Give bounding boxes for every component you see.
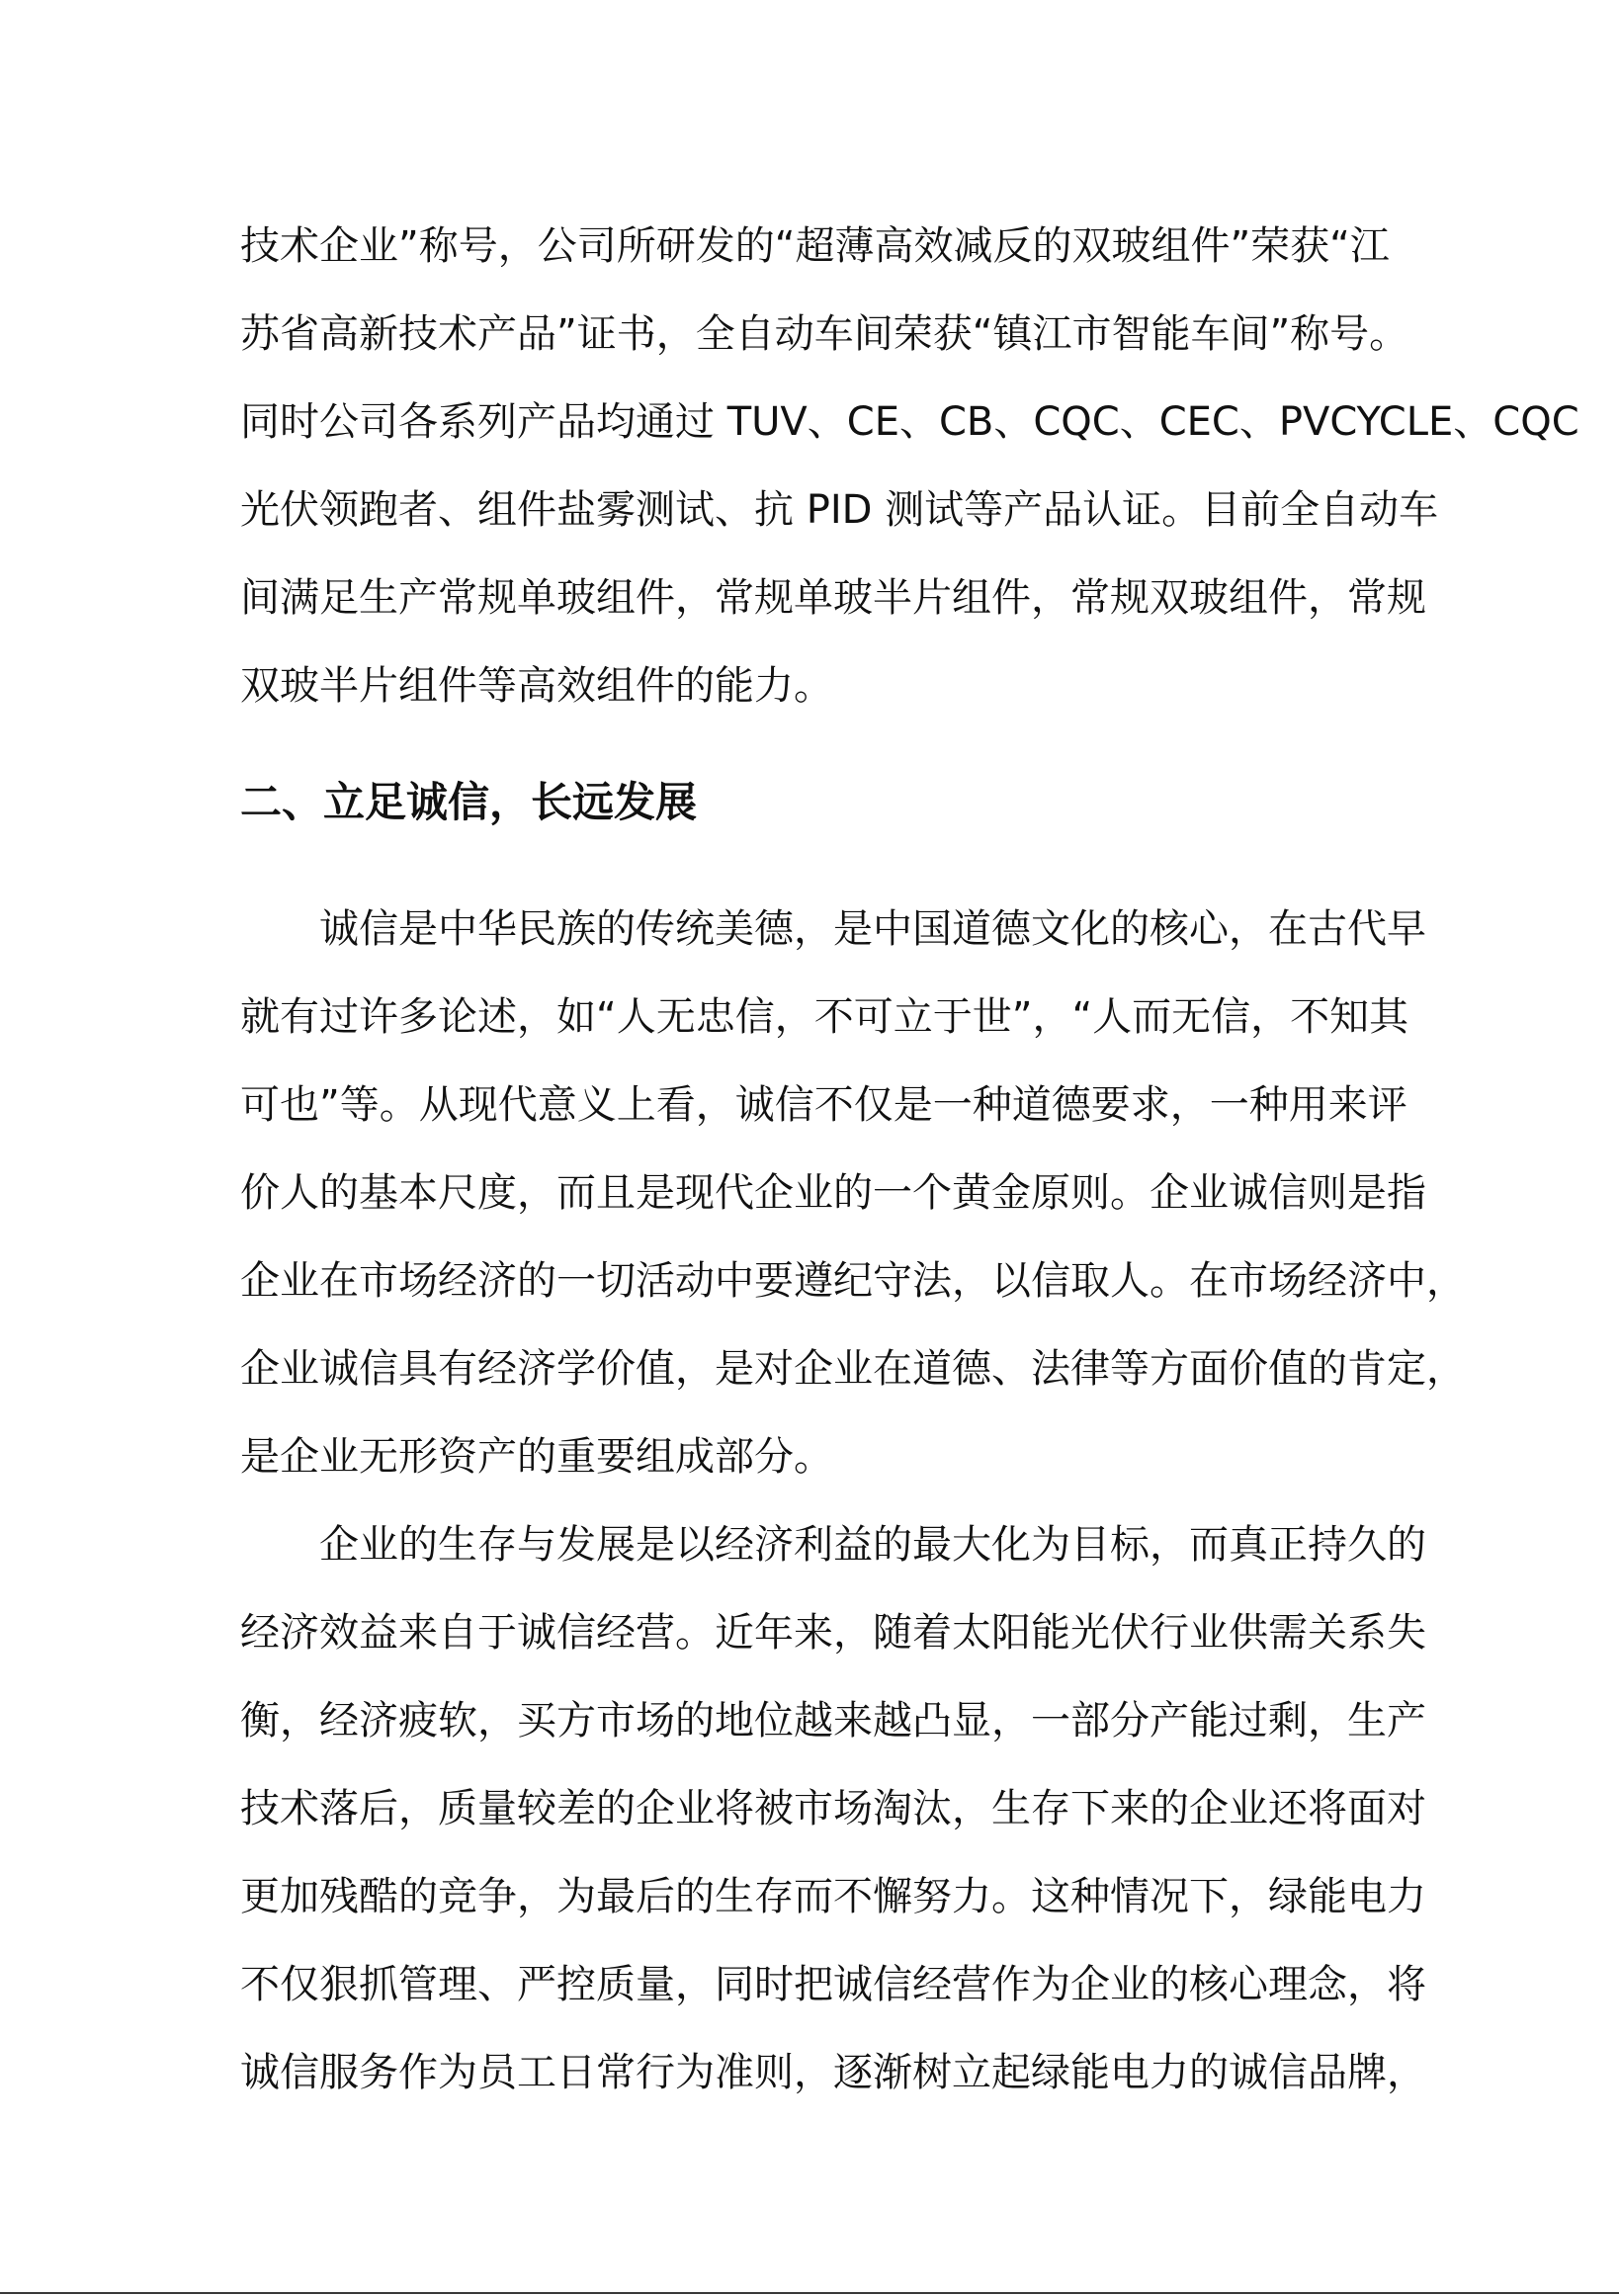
- paragraph-integrity: [240, 886, 1466, 1501]
- text-line: 更加残酷的竞争，为最后的生存而不懈努力。这种情况下，绿能电力: [240, 1874, 1426, 1919]
- text-line: 可也”等。从现代意义上看，诚信不仅是一种道德要求，一种用来评: [240, 1082, 1407, 1128]
- text-line: 光伏领跑者、组件盐雾测试、抗 PID 测试等产品认证。目前全自动车: [240, 487, 1439, 533]
- text-line: 是企业无形资产的重要组成部分。: [240, 1434, 833, 1480]
- text-line: 苏省高新技术产品”证书，全自动车间荣获“镇江市智能车间”称号。: [240, 311, 1409, 357]
- text-line: 双玻半片组件等高效组件的能力。: [240, 663, 833, 709]
- paragraph-development: [240, 1501, 1426, 2117]
- text-line: 企业的生存与发展是以经济利益的最大化为目标，而真正持久的: [319, 1522, 1426, 1568]
- section-heading: 二、立足诚信，长远发展: [240, 778, 698, 826]
- text-line: 经济效益来自于诚信经营。近年来，随着太阳能光伏行业供需关系失: [240, 1610, 1426, 1656]
- intro-paragraph: [240, 203, 1579, 730]
- text-line: 衡，经济疲软，买方市场的地位越来越凸显，一部分产能过剩，生产: [240, 1698, 1426, 1743]
- text-line: 同时公司各系列产品均通过 TUV、CE、CB、CQC、CEC、PVCYCLE、CQC: [240, 399, 1579, 445]
- document-body: [240, 203, 1579, 2117]
- text-line: 不仅狠抓管理、严控质量，同时把诚信经营作为企业的核心理念，将: [240, 1962, 1426, 2007]
- text-line: 诚信服务作为员工日常行为准则，逐渐树立起绿能电力的诚信品牌，: [240, 2050, 1426, 2095]
- text-line: 间满足生产常规单玻组件，常规单玻半片组件，常规双玻组件，常规: [240, 575, 1426, 621]
- text-line: 诚信是中华民族的传统美德，是中国道德文化的核心，在古代早: [319, 906, 1426, 952]
- text-line: 技术落后，质量较差的企业将被市场淘汰，生存下来的企业还将面对: [240, 1786, 1426, 1831]
- text-line: 就有过许多论述，如“人无忠信，不可立于世”，“人而无信，不知其: [240, 994, 1409, 1040]
- scan-edge-line: [0, 2292, 1619, 2294]
- text-line: 企业在市场经济的一切活动中要遵纪守法，以信取人。在市场经济中，: [240, 1258, 1466, 1304]
- text-line: 企业诚信具有经济学价值，是对企业在道德、法律等方面价值的肯定，: [240, 1346, 1466, 1392]
- text-line: 价人的基本尺度，而且是现代企业的一个黄金原则。企业诚信则是指: [240, 1170, 1426, 1216]
- text-line: 技术企业”称号，公司所研发的“超薄高效减反的双玻组件”荣获“江: [240, 223, 1390, 269]
